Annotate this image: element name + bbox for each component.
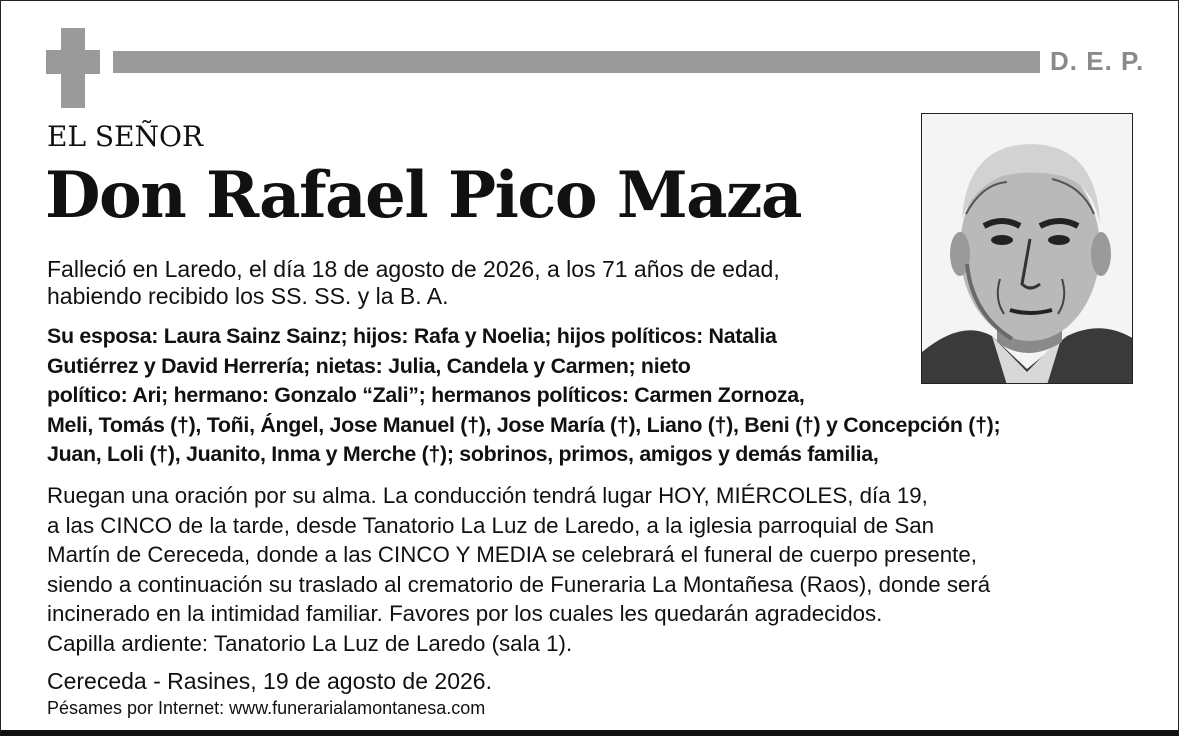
service-details	[47, 481, 990, 659]
deceased-name: Don Rafael Pico Maza	[45, 158, 801, 233]
dep-label: D. E. P.	[1050, 46, 1145, 76]
honorific-title: EL SEÑOR	[47, 120, 204, 153]
service-line: Ruegan una oración por su alma. La conducción tendrá lugar HOY, MIÉRCOLES, día 19,	[47, 483, 928, 508]
service-line: incinerado en la intimidad familiar. Favores por los cuales les quedarán agradecidos.	[47, 601, 883, 627]
service-line: a las CINCO de la tarde, desde Tanatorio La Luz de Laredo, a la iglesia parroquial de San	[47, 512, 935, 538]
condolences-link: Pésames por Internet: www.funerarialamontanesa.com	[47, 698, 486, 718]
cross-icon	[46, 28, 100, 108]
family-line: Su esposa: Laura Sainz Sainz; hijos: Rafa y Noelia; hijos políticos: Natalia	[47, 324, 777, 348]
family-line: Meli, Tomás (†), Toñi, Ángel, Jose Manuel (†), Jose María (†), Liano (†), Beni (†) y Concepción (†);	[47, 412, 1001, 437]
family-line: Gutiérrez y David Herrería; nietas: Julia, Candela y Carmen; nieto	[47, 353, 691, 378]
family-list	[47, 322, 1000, 470]
header-rule	[113, 51, 1040, 73]
family-line: político: Ari; hermano: Gonzalo “Zali”; hermanos políticos: Carmen Zornoza,	[47, 383, 805, 408]
service-line: siendo a continuación su traslado al crematorio de Funeraria La Montañesa (Raos), donde será	[47, 571, 991, 597]
service-line: Capilla ardiente: Tanatorio La Luz de Laredo (sala 1).	[47, 630, 573, 656]
service-line: Martín de Cereceda, donde a las CINCO Y MEDIA se celebrará el funeral de cuerpo presente,	[47, 542, 977, 568]
death-notice-line: habiendo recibido los SS. SS. y la B. A.	[47, 283, 449, 309]
death-notice-line: Falleció en Laredo, el día 18 de agosto de 2026, a los 71 años de edad,	[47, 256, 780, 282]
place-date: Cereceda - Rasines, 19 de agosto de 2026.	[47, 668, 492, 694]
family-line: Juan, Loli (†), Juanito, Inma y Merche (†); sobrinos, primos, amigos y demás familia,	[47, 442, 879, 467]
death-notice	[47, 256, 780, 310]
